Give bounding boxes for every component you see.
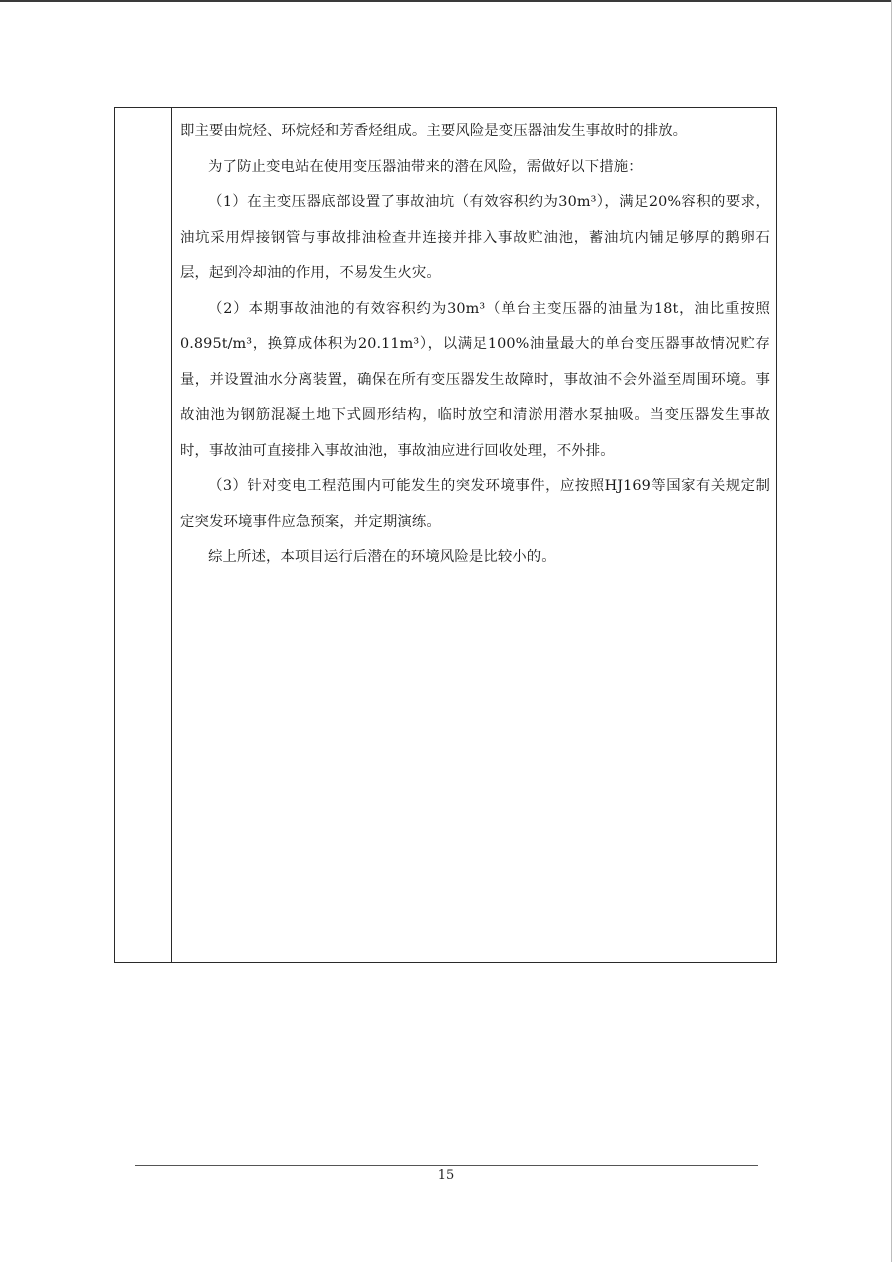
paragraph-oil-composition: 即主要由烷烃、环烷烃和芳香烃组成。主要风险是变压器油发生事故时的排放。 — [180, 123, 688, 139]
paragraph-measure-2: （2）本期事故油池的有效容积约为30m³（单台主变压器的油量为18t，油比重按照0.895t/m³，换算成体积为20.11m³），以满足100%油量最大的单台变压器事故情况贮存量，并设置油水分离装置，确保在所有变压器发生故障时，事故油不会外溢至周围环境。事故油池为钢筋混凝土地下式圆形结构，临时放空和清淤用潜水泵抽吸。当变压器发生事故时，事故油可直接排入事故油池，事故油应进行回收处理，不外排。 — [180, 300, 770, 459]
page-top-border — [0, 0, 892, 2]
paragraph-measures-intro: 为了防止变电站在使用变压器油带来的潜在风险，需做好以下措施： — [208, 158, 643, 175]
table-content-cell — [172, 108, 776, 962]
content-table — [114, 107, 777, 963]
paragraph-conclusion: 综上所述，本项目运行后潜在的环境风险是比较小的。 — [208, 549, 556, 565]
paragraph-measure-3: （3）针对变电工程范围内可能发生的突发环境事件，应按照HJ169等国家有关规定制定突发环境事件应急预案，并定期演练。 — [180, 478, 770, 530]
paragraph-measure-1: （1）在主变压器底部设置了事故油坑（有效容积约为30m³），满足20%容积的要求，油坑采用焊接钢管与事故排油检查井连接并排入事故贮油池，蓄油坑内铺足够厚的鹅卵石层，起到冷却油的作用，不易发生火灾。 — [180, 194, 770, 281]
table-left-column — [115, 108, 172, 962]
page-number: 15 — [437, 1168, 455, 1183]
